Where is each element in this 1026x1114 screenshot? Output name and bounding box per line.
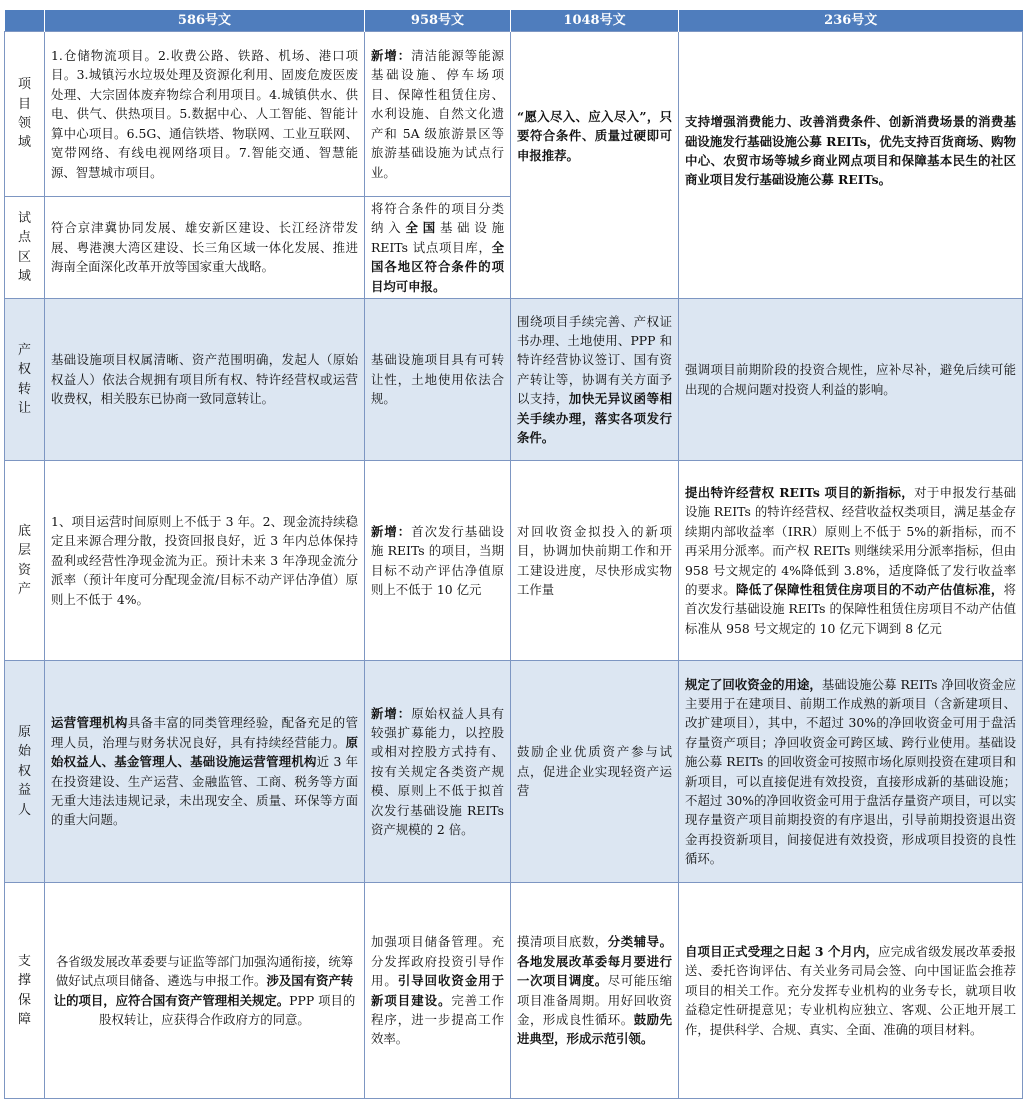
cell-958	[365, 461, 511, 661]
bold-text-segment: 新增：	[371, 523, 412, 539]
cell-586: 1.仓储物流项目。2.收费公路、铁路、机场、港口项目。3.城镇污水垃圾处理及资源化利用、固废危废医废处理、大宗固体废弃物综合利用项目。4.城镇供水、供电、供气、供热项目。5.数据中心、人工智能、智能计算中心项目。6.5G、通信铁塔、物联网、工业互联网、宽带网络、有线电视网络项目。7.智能交通、智慧能源、智慧城市项目。	[45, 32, 365, 197]
text-segment: 原始权益人具有较强扩募能力，以控股或相对控股方式持有、按有关规定各类资产规模、原则上不低于拟首次发行基础设施 REITs 资产规模的 2 倍。	[371, 705, 504, 838]
bold-text-segment: 鼓励先进典型，形成示范引领。	[517, 1011, 673, 1047]
bold-text-segment: 全国	[405, 220, 440, 236]
bold-text-segment: 涉及国有资产转让的项目，应符合国有资产管理相关规定。	[53, 973, 354, 1008]
row-label: 试点区域	[17, 210, 31, 284]
text-segment: PPP 项目的股权转让，应获得合作政府方的同意。	[99, 992, 356, 1027]
cell-1048	[511, 32, 679, 299]
row-original-owner	[5, 661, 1023, 883]
policy-comparison-table-wrapper	[4, 10, 1022, 1099]
text-segment: 完善工作程序，进一步提高工作效率。	[371, 992, 504, 1047]
row-label: 支撑保障	[17, 953, 31, 1027]
row-label: 原始权益人	[17, 725, 31, 818]
bold-text-segment: 运营管理机构	[51, 715, 128, 731]
row-label-cell	[5, 883, 45, 1099]
cell-958	[365, 299, 511, 461]
row-project-field	[5, 32, 1023, 197]
row-label: 项目领域	[17, 77, 31, 151]
text-segment: 应完成省级发展改革委报送、委托咨询评估、有关业务司局会签、向中国证监会推荐项目的相关工作。	[685, 944, 1017, 998]
row-label: 底层资产	[17, 523, 31, 597]
cell-586	[45, 661, 365, 883]
cell-236	[679, 883, 1023, 1099]
bold-text-segment: 新增：	[371, 48, 412, 64]
cell-1048	[511, 883, 679, 1099]
cell-586: 符合京津冀协同发展、雄安新区建设、长江经济带发展、粤港澳大湾区建设、长三角区域一体化发展、推进海南全面深化改革开放等国家重大战略。	[45, 197, 365, 299]
cell-236	[679, 461, 1023, 661]
text-segment: 充分发挥专业机构的业务专长，就项目收益稳定性研提意见；专业机构应独立、客观、公正地开展工作，提供科学、合规、真实、全面、准确的项目材料。	[685, 982, 1017, 1037]
policy-comparison-table	[4, 10, 1023, 1099]
text-segment: 将符合条件的项目分类纳入	[371, 201, 504, 236]
text-segment: 各省级发展改革委要与证监等部门加强沟通衔接，统筹做好试点项目储备、遴选与申报工作。	[55, 953, 354, 989]
text-segment: 摸清项目底数，	[517, 934, 608, 950]
text-segment: 将首次发行基础设施 REITs 的保障性租赁住房项目不动产估值标准从 958 号文规定的 10 亿元下调到 8 亿元	[685, 581, 1017, 636]
cell-958	[365, 883, 511, 1099]
cell-1048	[511, 661, 679, 883]
row-label-cell	[5, 197, 45, 299]
bold-text-segment: 原始权益人、基金管理人、基础设施运营管理机构	[51, 734, 358, 770]
row-support	[5, 883, 1023, 1099]
bold-text-segment: 全国各地区符合条件的项目均可申报。	[371, 239, 504, 294]
header-958: 958号文	[365, 10, 511, 32]
row-property-transfer	[5, 299, 1023, 461]
cell-586	[45, 883, 365, 1099]
text-segment: 具备丰富的同类管理经验，配备充足的管理人员，治理与财务状况良好，具有持续经营能力。	[51, 715, 359, 750]
header-corner	[5, 10, 45, 32]
cell-958	[365, 32, 511, 197]
text-segment: 基础设施项目具有可转让性，土地使用依法合规。	[371, 352, 504, 407]
header-236: 236号文	[679, 10, 1023, 32]
bold-text-segment: 引导回收资金用于新项目建设。	[371, 973, 505, 1008]
bold-text-segment: 提出特许经营权 REITs 项目的新指标，	[685, 484, 915, 500]
bold-text-segment: 分类辅导。各地发展改革委每月要进行一次项目调度。	[517, 934, 673, 989]
cell-958	[365, 197, 511, 299]
bold-text-segment: 加快无异议函等相关手续办理，落实各项发行条件。	[517, 391, 673, 446]
text-segment: 首次发行基础设施 REITs 的项目，当期目标不动产评估净值原则上不低于 10 亿元	[371, 523, 504, 597]
text-segment: 基础设施 REITs 试点项目库，	[371, 220, 505, 255]
text-segment: 近 3 年在投资建设、生产运营、金融监管、工商、税务等方面无重大违法违规记录，未出现安全、质量、环保等方面的重大问题。	[51, 754, 358, 828]
header-1048: 1048号文	[511, 10, 679, 32]
text-segment: 加强项目储备管理。充分发挥政府投资引导作用。	[371, 934, 504, 989]
text-segment: 强调项目前期阶段的投资合规性，应补尽补，避免后续可能出现的合规问题对投资人利益的影响。	[685, 362, 1016, 397]
cell-1048	[511, 461, 679, 661]
bold-text-segment: “愿入尽入、应入尽入”，只要符合条件、质量过硬即可申报推荐。	[517, 108, 672, 163]
text-segment: 鼓励企业优质资产参与试点，促进企业实现轻资产运营	[517, 744, 672, 799]
bold-text-segment: 降低了保障性租赁住房项目的不动产估值标准，	[735, 581, 1004, 597]
header-row	[5, 10, 1023, 32]
text-segment: 对回收资金拟投入的新项目，协调加快前期工作和开工建设进度，尽快形成实物工作量	[517, 523, 672, 597]
cell-958	[365, 661, 511, 883]
row-label-cell	[5, 661, 45, 883]
header-586: 586号文	[45, 10, 365, 32]
text-segment: 基础设施公募 REITs 净回收资金应主要用于在建项目、前期工作成熟的新项目（含新建项目、改扩建项目），其中，不超过 30%的净回收资金可用于盘活存量资产项目；净回收资金可跨区域、跨行业使用。基础设施公募 REITs 的回收资金可按照市场化原则投资在建项目和新项目，可以直接促进有效投资，直接形成新的基础设施；不超过 30%的净回收资金可用于盘活存量资产项目，可以实现存量资产项目前期投资的有序退出，引导前期投资退出资金再投资新项目，间接促进有效投资，形成项目投资的良性循环。	[685, 676, 1017, 867]
row-label-cell	[5, 299, 45, 461]
row-label: 产权转让	[17, 342, 31, 416]
bold-text-segment: 自项目正式受理之日起 3 个月内，	[685, 944, 879, 960]
row-label-cell	[5, 32, 45, 197]
cell-1048	[511, 299, 679, 461]
cell-236	[679, 299, 1023, 461]
text-segment: 对于申报发行基础设施 REITs 的特许经营权、经营收益权类项目，满足基金存续期内部收益率（IRR）原则上不低于 5%的新指标，而不再采用分派率。而产权 REITs 则继续采用分派率指标，但由 958 号文规定的 4%降低到 3.8%，适度降低了发行收益率的要求。	[685, 484, 1016, 597]
text-segment: 清洁能源等能源基础设施、停车场项目、保障性租赁住房、水利设施、自然文化遗产和 5A 级旅游景区等旅游基础设施为试点行业。	[371, 48, 504, 180]
bold-text-segment: 规定了回收资金的用途，	[685, 676, 822, 692]
bold-text-segment: 新增：	[371, 705, 412, 721]
bold-text-segment: 支持增强消费能力、改善消费条件、创新消费场景的消费基础设施发行基础设施公募 REITs，优先支持百货商场、购物中心、农贸市场等城乡商业网点项目和保障基本民生的社区商业项目发行基础设施公募 REITs。	[685, 114, 1016, 188]
cell-236	[679, 661, 1023, 883]
cell-586: 基础设施项目权属清晰、资产范围明确，发起人（原始权益人）依法合规拥有项目所有权、特许经营权或运营收费权，相关股东已协商一致同意转让。	[45, 299, 365, 461]
text-segment: 围绕项目手续完善、产权证书办理、土地使用、PPP 和特许经营协议签订、国有资产转让等，协调有关方面予以支持，	[517, 313, 672, 407]
cell-236	[679, 32, 1023, 299]
text-segment: 尽可能压缩项目准备周期。用好回收资金，形成良性循环。	[517, 973, 673, 1027]
row-underlying-assets	[5, 461, 1023, 661]
cell-586: 1、项目运营时间原则上不低于 3 年。2、现金流持续稳定且来源合理分散，投资回报良好，近 3 年内总体保持盈利或经营性净现金流为正。预计未来 3 年净现金流分派率（预计年度可分配现金流/目标不动产评估净值）原则上不低于 4%。	[45, 461, 365, 661]
row-label-cell	[5, 461, 45, 661]
